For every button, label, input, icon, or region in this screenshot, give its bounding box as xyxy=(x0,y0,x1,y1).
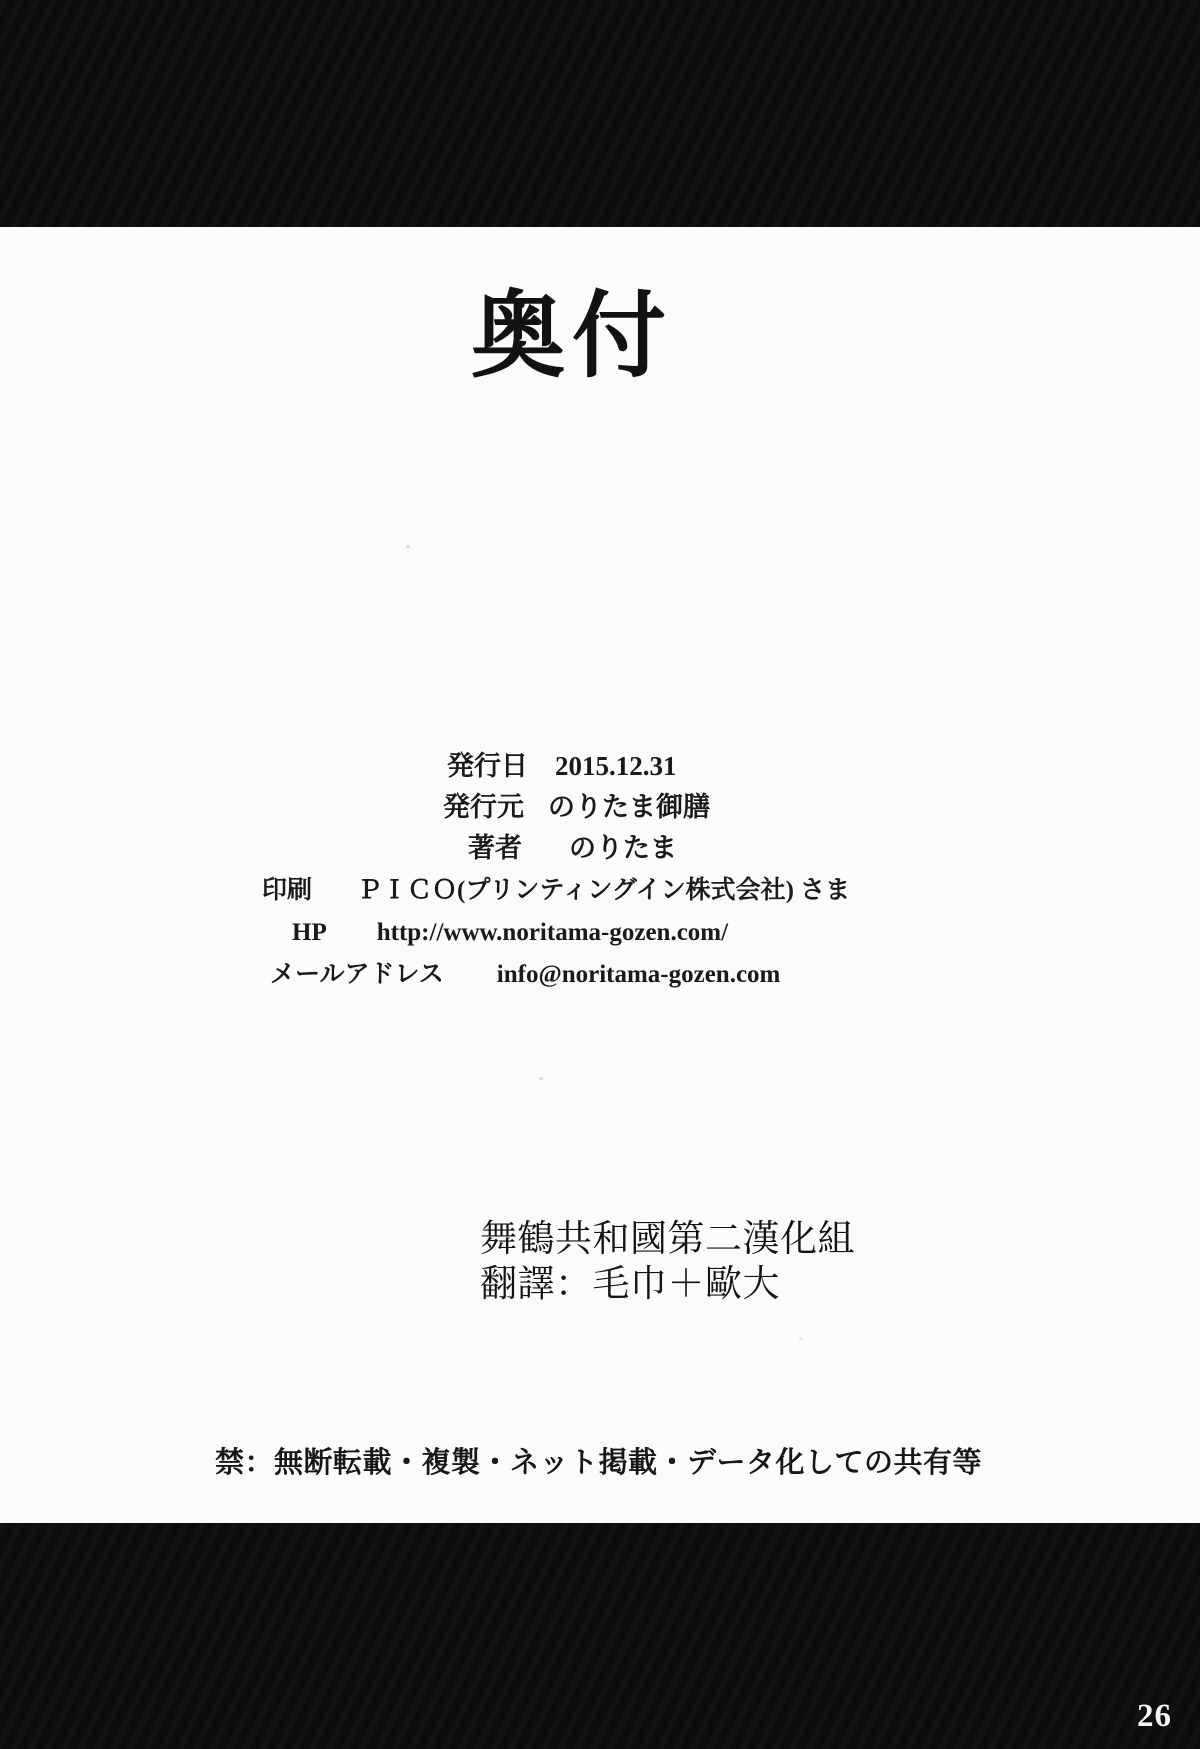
scan-speck xyxy=(539,1077,543,1080)
colophon-label: HP xyxy=(292,919,327,946)
label-value-gap xyxy=(528,774,555,775)
page-number: 26 xyxy=(1137,1698,1172,1734)
label-value-gap xyxy=(312,897,357,898)
colophon-value: のりたま御膳 xyxy=(548,792,710,822)
reproduction-notice: 禁：無断転載・複製・ネット掲載・データ化しての共有等 xyxy=(215,1447,983,1479)
colophon-value homepage-url: http://www.noritama-gozen.com/ xyxy=(376,919,729,946)
colophon-value: のりたま xyxy=(569,833,677,863)
colophon-value email-address: info@noritama-gozen.com xyxy=(496,961,781,988)
top-black-band xyxy=(0,0,1200,227)
bottom-black-band xyxy=(0,1523,1200,1749)
colophon-row-homepage xyxy=(292,918,728,948)
colophon-row-publish-date xyxy=(447,750,677,782)
page-title: 奥付 xyxy=(470,285,674,389)
colophon-value: 2015.12.31 xyxy=(555,751,677,781)
colophon-row-publisher xyxy=(443,791,710,823)
label-value-gap xyxy=(522,856,569,857)
colophon-label: 発行元 xyxy=(443,792,524,822)
translation-credit xyxy=(480,1216,855,1306)
label-value-gap xyxy=(444,981,497,982)
scan-speck xyxy=(799,1337,803,1340)
colophon-label: 印刷 xyxy=(262,877,313,904)
label-value-gap xyxy=(327,939,377,940)
colophon-label: 発行日 xyxy=(447,751,528,781)
label-value-gap xyxy=(524,815,548,816)
translator-names: 翻譯：毛巾＋歐大 xyxy=(480,1262,780,1305)
colophon-value: ＰＩＣＯ(プリンティングイン株式会社) さま xyxy=(357,877,851,904)
scan-speck xyxy=(406,545,410,548)
colophon-label: メールアドレス xyxy=(270,961,444,988)
colophon-row-printer xyxy=(262,876,850,906)
colophon-row-author xyxy=(468,832,677,864)
colophon-row-email xyxy=(270,960,780,990)
colophon-label: 著者 xyxy=(468,833,522,863)
translation-group-name: 舞鶴共和國第二漢化組 xyxy=(480,1217,855,1260)
